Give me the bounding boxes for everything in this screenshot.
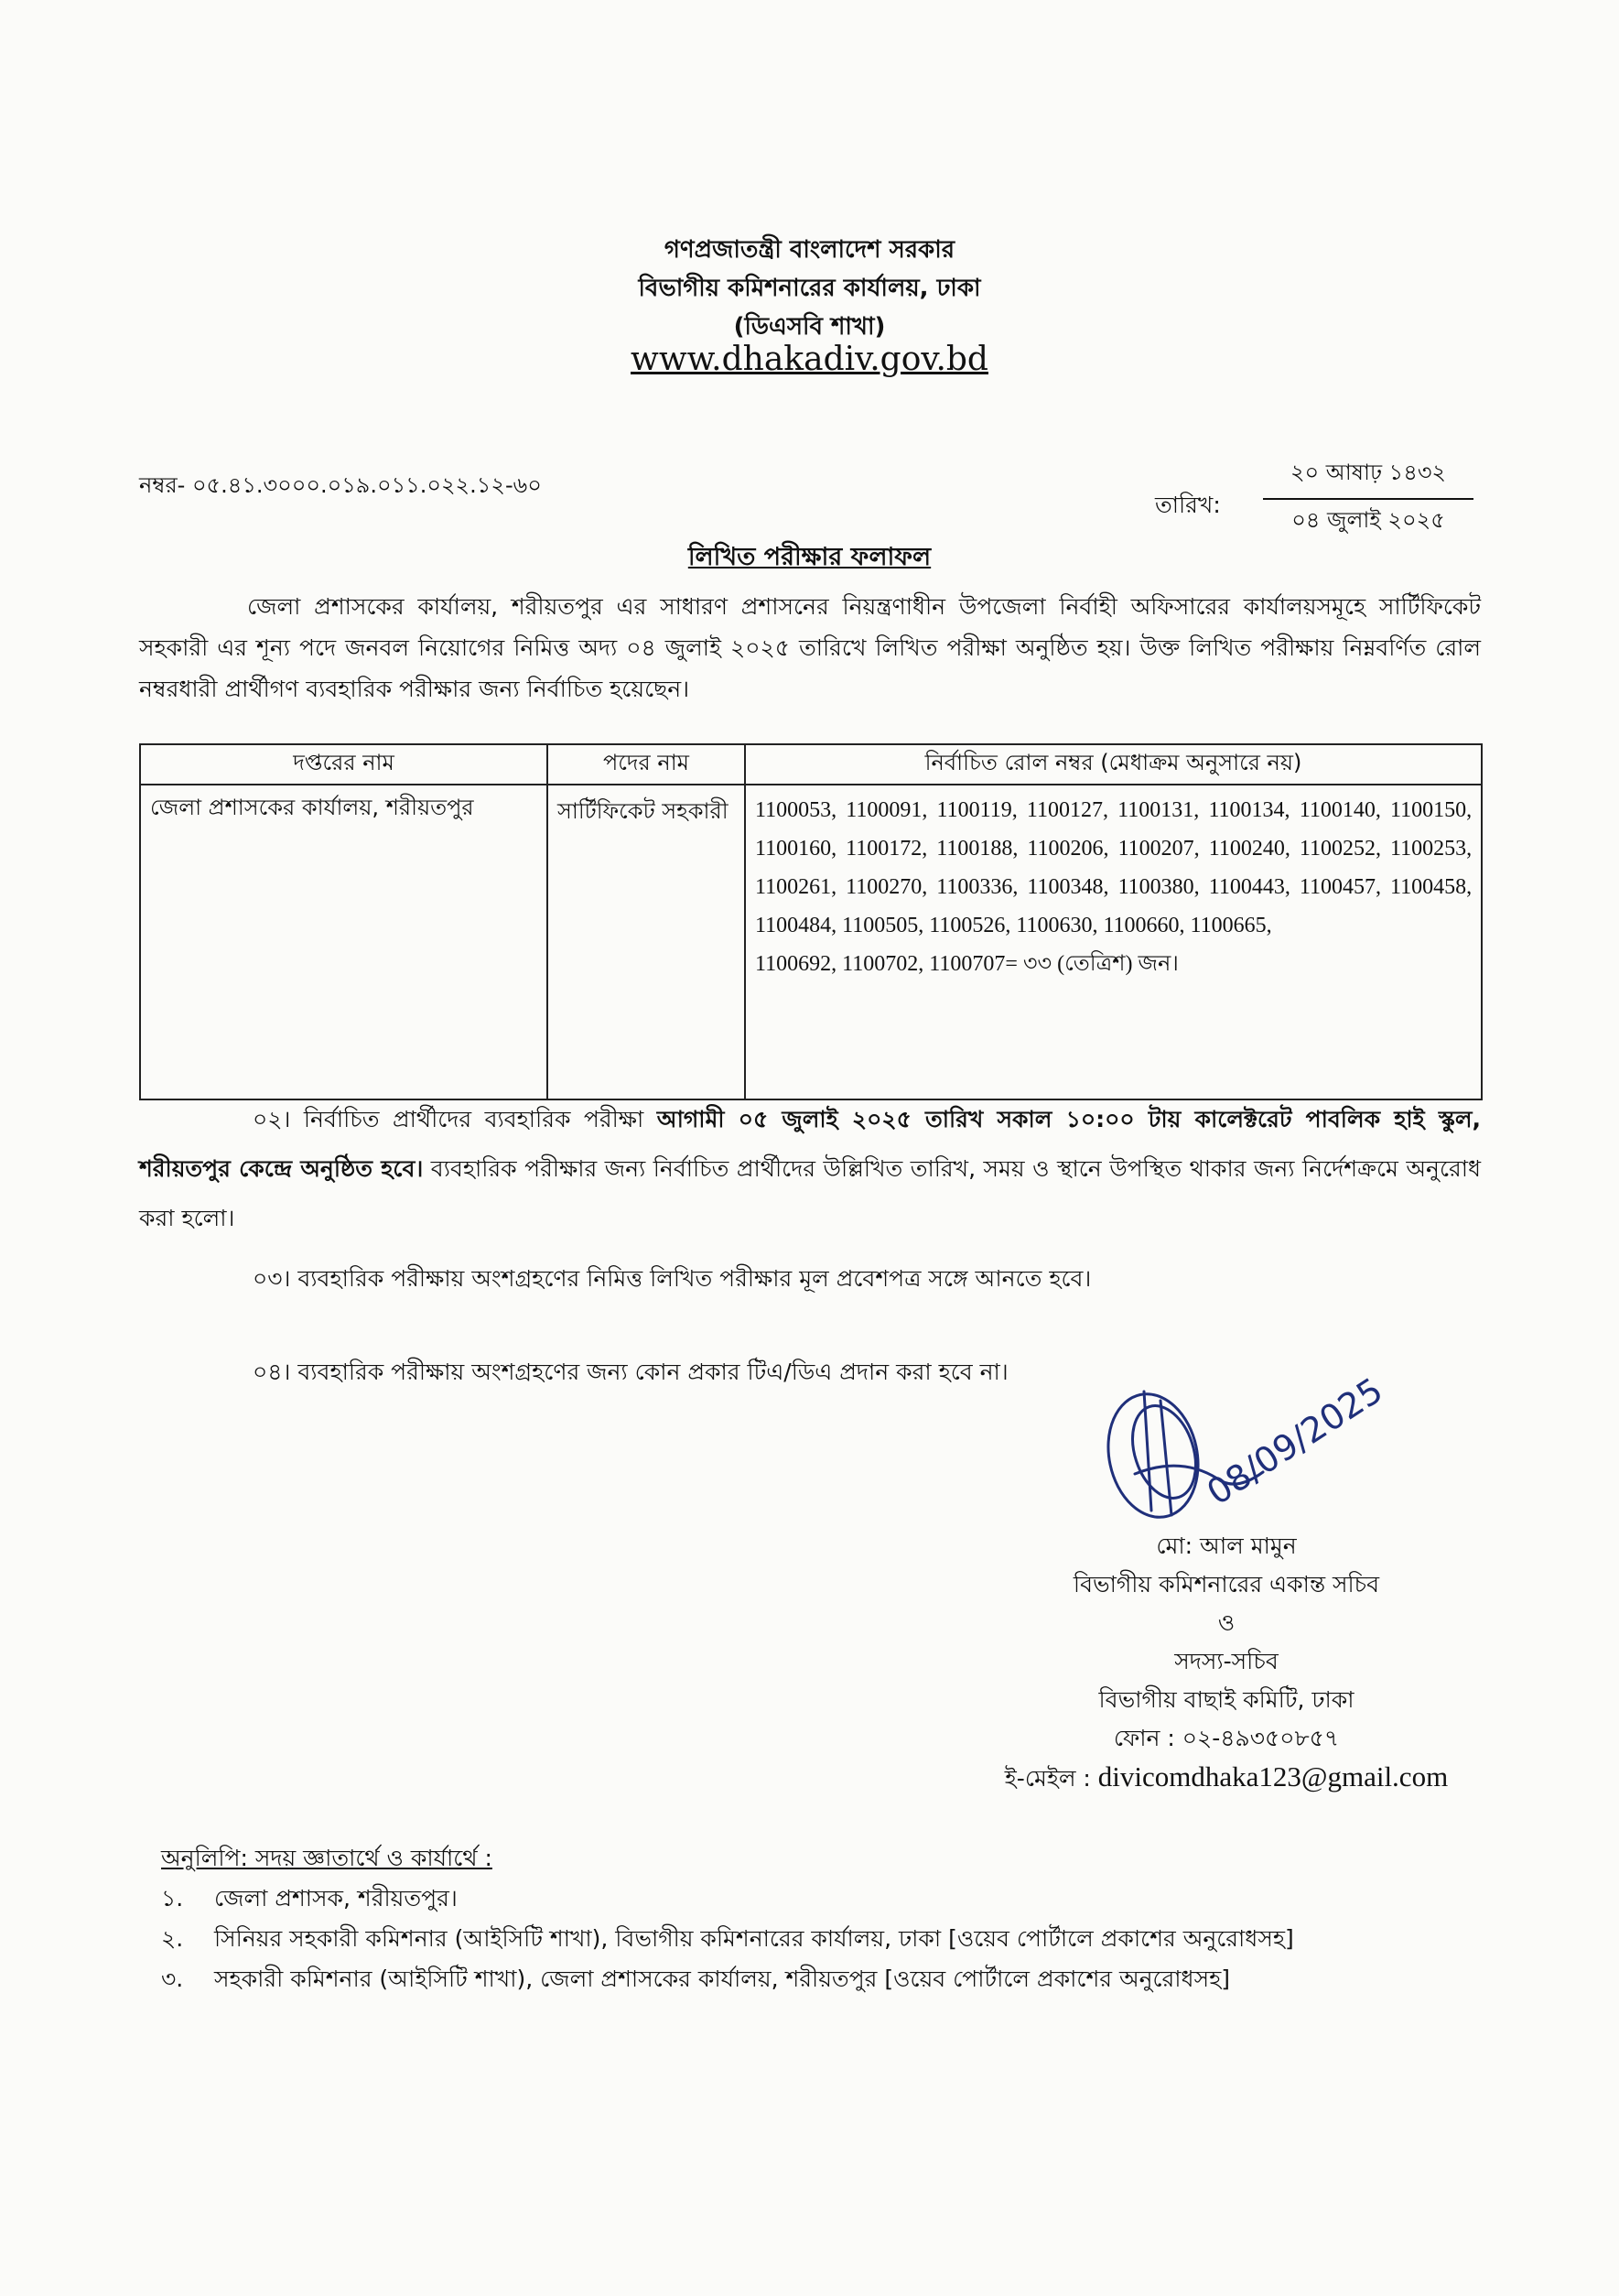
roll-number: 1100665, bbox=[1190, 914, 1272, 937]
header-website-wrap bbox=[0, 341, 1619, 378]
roll-number: 1100134, bbox=[1208, 798, 1290, 822]
copy-list bbox=[161, 1838, 1506, 1999]
roll-number: 1100348, bbox=[1027, 875, 1109, 899]
signatory-and: ও bbox=[1217, 1609, 1236, 1636]
copy-title: অনুলিপি: সদয় জ্ঞাতার্থে ও কার্যার্থে : bbox=[161, 1845, 492, 1871]
point-2-exam-schedule: আগামী ০৫ জুলাই ২০২৫ তারিখ সকাল ১০:০০ টায় কালেক্টরেট পাবলিক হাই স্কুল, শরীয়তপুর কেন্দ্রে অনুষ্ঠিত হবে। bbox=[139, 1106, 1481, 1182]
cell-post: সার্টিফিকেট সহকারী bbox=[547, 785, 745, 1099]
copy-item-number: ২. bbox=[161, 1925, 184, 1952]
signatory-phone: ফোন : ০২-৪৯৩৫০৮৫৭ bbox=[1113, 1725, 1340, 1751]
email-label: ই-মেইল : bbox=[1004, 1765, 1098, 1792]
signatory-email-line bbox=[879, 1758, 1574, 1798]
point-4: ০৪। ব্যবহারিক পরীক্ষায় অংশগ্রহণের জন্য কোন প্রকার টিএ/ডিএ প্রদান করা হবে না। bbox=[253, 1359, 1009, 1385]
copy-item bbox=[161, 1919, 1506, 1959]
roll-number: 1100380, bbox=[1117, 875, 1200, 899]
roll-number: 1100053, bbox=[755, 798, 837, 822]
roll-number: 1100188, bbox=[936, 837, 1019, 861]
roll-number: 1100240, bbox=[1208, 837, 1290, 861]
roll-number: 1100207, bbox=[1117, 837, 1200, 861]
roll-number: 1100630, bbox=[1016, 914, 1098, 937]
intro-paragraph: জেলা প্রশাসকের কার্যালয়, শরীয়তপুর এর সাধারণ প্রশাসনের নিয়ন্ত্রণাধীন উপজেলা নির্বাহী অফিসারের কার্যালয়সমূহে সার্টিফিকেট সহকারী এর শূন্য পদে জনবল নিয়োগের নিমিত্ত অদ্য ০৪ জুলাই ২০২৫ তারিখে লিখিত পরীক্ষা অনুষ্ঠিত হয়। উক্ত লিখিত পরীক্ষায় নিম্নবর্ণিত রোল নম্বরধারী প্রার্থীগণ ব্যবহারিক পরীক্ষার জন্য নির্বাচিত হয়েছেন। bbox=[139, 593, 1481, 702]
roll-number: 1100270, bbox=[846, 875, 928, 899]
point-2-number: ০২। bbox=[253, 1106, 291, 1132]
roll-number: 1100160, bbox=[755, 837, 837, 861]
header-selected-rolls: নির্বাচিত রোল নম্বর (মেধাক্রম অনুসারে নয়) bbox=[745, 744, 1482, 785]
roll-number: 1100252, bbox=[1299, 837, 1381, 861]
subject-title: লিখিত পরীক্ষার ফলাফল bbox=[687, 543, 932, 571]
roll-number: 1100206, bbox=[1027, 837, 1109, 861]
date-divider bbox=[1263, 498, 1473, 500]
roll-number: 1100127, bbox=[1026, 798, 1109, 822]
roll-number: 1100457, bbox=[1299, 875, 1381, 899]
roll-number: 1100172, bbox=[846, 837, 928, 861]
copy-item-text: সিনিয়র সহকারী কমিশনার (আইসিটি শাখা), বিভাগীয় কমিশনারের কার্যালয়, ঢাকা [ওয়েব পোর্টালে প্রকাশের অনুরোধসহ] bbox=[214, 1925, 1294, 1952]
signatory-block bbox=[879, 1527, 1574, 1798]
signatory-name: মো: আল মামুন bbox=[1156, 1532, 1297, 1559]
roll-number: 1100150, bbox=[1389, 798, 1473, 822]
cell-office: জেলা প্রশাসকের কার্যালয়, শরীয়তপুর bbox=[140, 785, 547, 1099]
copy-item bbox=[161, 1879, 1506, 1919]
point-2-post: ব্যবহারিক পরীক্ষার জন্য নির্বাচিত প্রার্থীদের উল্লিখিত তারিখ, সময় ও স্থানে উপস্থিত থাকার জন্য নির্দেশক্রমে অনুরোধ করা হলো। bbox=[139, 1155, 1481, 1231]
date-gregorian: ০৪ জুলাই ২০২৫ bbox=[1291, 507, 1445, 533]
header-post-name: পদের নাম bbox=[547, 744, 745, 785]
signatory-designation: বিভাগীয় কমিশনারের একান্ত সচিব bbox=[1073, 1571, 1380, 1597]
signatory-member-secretary: সদস্য-সচিব bbox=[1174, 1648, 1279, 1674]
point-3: ০৩। ব্যবহারিক পরীক্ষায় অংশগ্রহণের নিমিত্ত লিখিত পরীক্ষার মূল প্রবেশপত্র সঙ্গে আনতে হবে। bbox=[253, 1265, 1092, 1292]
signatory-committee: বিভাগীয় বাছাই কমিটি, ঢাকা bbox=[1098, 1686, 1355, 1713]
header-govt: গণপ্রজাতন্ত্রী বাংলাদেশ সরকার bbox=[664, 236, 955, 264]
table-row bbox=[140, 785, 1482, 1099]
roll-number: 1100660, bbox=[1103, 914, 1185, 937]
memo-number: নম্বর- ০৫.৪১.৩০০০.০১৯.০১১.০২২.১২-৬০ bbox=[139, 472, 542, 498]
table-header-row bbox=[140, 744, 1482, 785]
roll-number: 1100458, bbox=[1389, 875, 1473, 899]
roll-number: 1100091, bbox=[846, 798, 928, 822]
roll-number: 1100505, bbox=[842, 914, 924, 937]
point-2 bbox=[139, 1095, 1481, 1243]
signature-date: 08/09/2025 bbox=[1199, 1370, 1390, 1513]
copy-item-text: জেলা প্রশাসক, শরীয়তপুর। bbox=[214, 1885, 458, 1912]
results-table bbox=[139, 743, 1483, 1100]
email-address[interactable]: divicomdhaka123@gmail.com bbox=[1097, 1760, 1449, 1792]
header-office: বিভাগীয় কমিশনারের কার্যালয়, ঢাকা bbox=[638, 275, 981, 302]
roll-number: 1100140, bbox=[1299, 798, 1381, 822]
signature-graphic bbox=[1080, 1318, 1409, 1538]
roll-number: 1100484, bbox=[755, 914, 837, 937]
roll-number: 1100261, bbox=[755, 875, 837, 899]
roll-last-line: 1100692, 1100702, 1100707= ৩৩ (তেত্রিশ) জন। bbox=[755, 952, 1179, 976]
roll-number: 1100253, bbox=[1389, 837, 1473, 861]
roll-number: 1100131, bbox=[1117, 798, 1200, 822]
roll-number: 1100336, bbox=[936, 875, 1019, 899]
date-label: তারিখ: bbox=[1155, 492, 1221, 518]
copy-item bbox=[161, 1959, 1506, 1999]
copy-item-text: সহকারী কমিশনার (আইসিটি শাখা), জেলা প্রশাসকের কার্যালয়, শরীয়তপুর [ওয়েব পোর্টালে প্রকাশের অনুরোধসহ] bbox=[214, 1966, 1230, 1992]
cell-rolls bbox=[745, 785, 1482, 1099]
date-bangla: ২০ আষাঢ় ১৪৩২ bbox=[1290, 460, 1447, 485]
roll-number: 1100119, bbox=[936, 798, 1018, 822]
roll-number-list bbox=[755, 791, 1472, 945]
website-link[interactable]: www.dhakadiv.gov.bd bbox=[631, 341, 988, 378]
copy-item-number: ৩. bbox=[161, 1966, 184, 1992]
roll-number: 1100443, bbox=[1208, 875, 1290, 899]
roll-number: 1100526, bbox=[929, 914, 1011, 937]
copy-item-number: ১. bbox=[161, 1885, 184, 1912]
header-branch: (ডিএসবি শাখা) bbox=[733, 313, 886, 341]
header-office-name: দপ্তরের নাম bbox=[140, 744, 547, 785]
date-block bbox=[1263, 456, 1473, 540]
point-2-pre: নির্বাচিত প্রার্থীদের ব্যবহারিক পরীক্ষা bbox=[303, 1106, 657, 1132]
